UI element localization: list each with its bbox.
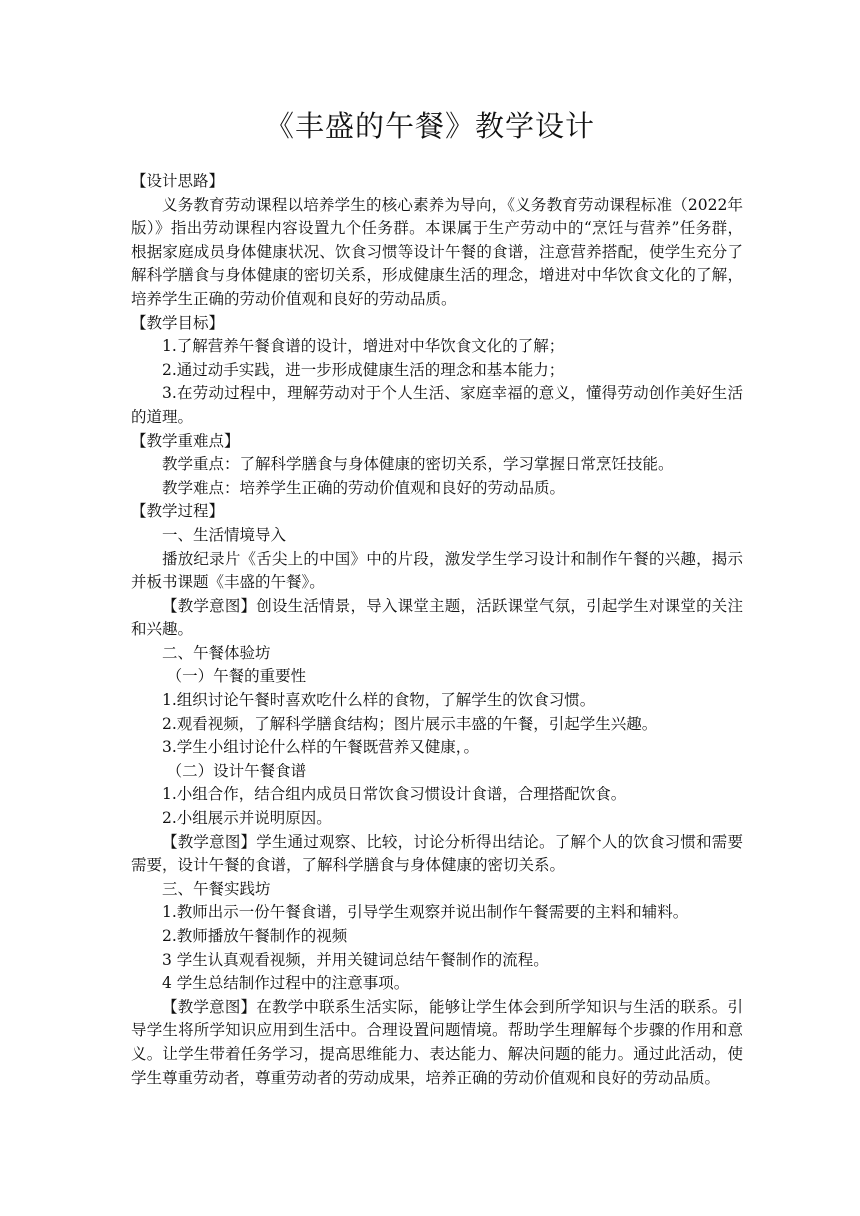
difficult-point: 教学难点：培养学生正确的劳动价值观和良好的劳动品质。: [162, 478, 566, 497]
process-list-item: 2.观看视频，了解科学膳食结构；图片展示丰盛的午餐，引起学生兴趣。: [162, 714, 658, 733]
goal-item: 1.了解营养午餐食谱的设计，增进对中华饮食文化的了解；: [162, 337, 565, 356]
process-list-item: 2.教师播放午餐制作的视频: [162, 927, 348, 945]
process-list-item: 3 学生认真观看视频，并用关键词总结午餐制作的流程。: [162, 950, 549, 969]
process-step-title: 一、生活情境导入: [162, 525, 287, 544]
document-title: 《丰盛的午餐》教学设计: [264, 109, 595, 143]
teaching-intent: 【教学意图】创设生活情景，导入课堂主题，活跃课堂气氛，引起学生对课堂的关注和兴趣。: [131, 596, 743, 639]
teaching-intent: 【教学意图】在教学中联系生活实际，能够让学生体会到所学知识与生活的联系。引导学生将所学知识应用到生活中。合理设置问题情境。帮助学生理解每个步骤的作用和意义。让学生带着任务学习，提高思维能力、表达能力、解决问题的能力。通过此活动，使学生尊重劳动者，尊重劳动者的劳动成果，培养正确的劳动价值观和良好的劳动品质。: [131, 997, 743, 1087]
process-list-item: 3.学生小组讨论什么样的午餐既营养又健康，。: [162, 738, 480, 757]
key-point: 教学重点：了解科学膳食与身体健康的密切关系，学习掌握日常烹饪技能。: [162, 455, 674, 474]
goal-item: 3.在劳动过程中，理解劳动对于个人生活、家庭幸福的意义，懂得劳动创作美好生活的道理。: [131, 384, 743, 426]
process-step-text: 播放纪录片《舌尖上的中国》中的片段，激发学生学习设计和制作午餐的兴趣，揭示并板书课题《丰盛的午餐》。: [131, 549, 743, 592]
design-heading: 【设计思路】: [131, 172, 225, 190]
goals-heading: 【教学目标】: [131, 313, 225, 332]
document-body: [131, 170, 743, 1090]
process-list-item: 4 学生总结制作过程中的注意事项。: [162, 974, 410, 993]
key-heading: 【教学重难点】: [131, 431, 240, 450]
process-heading: 【教学过程】: [131, 502, 225, 521]
design-text: 义务教育劳动课程以培养学生的核心素养为导向，《义务教育劳动课程标准（2022年版）》指出劳动课程内容设置九个任务群。本课属于生产劳动中的“烹饪与营养”任务群，根据家庭成员身体健康状况、饮食习惯等设计午餐的食谱，注意营养搭配，使学生充分了解科学膳食与身体健康的密切关系，形成健康生活的理念，增进对中华饮食文化的了解，培养学生正确的劳动价值观和良好的劳动品质。: [131, 195, 743, 308]
process-list-item: 1.教师出示一份午餐食谱，引导学生观察并说出制作午餐需要的主料和辅料。: [162, 903, 689, 922]
teaching-intent: 【教学意图】学生通过观察、比较，讨论分析得出结论。了解个人的饮食习惯和需要需要，设计午餐的食谱，了解科学膳食与身体健康的密切关系。: [131, 832, 743, 875]
process-list-item: 1.小组合作，结合组内成员日常饮食习惯设计食谱，合理搭配饮食。: [162, 785, 627, 804]
process-list-item: 1.组织讨论午餐时喜欢吃什么样的食物，了解学生的饮食习惯。: [162, 691, 596, 710]
goal-item: 2.通过动手实践，进一步形成健康生活的理念和基本能力；: [162, 360, 565, 379]
process-step-title: 二、午餐体验坊: [162, 643, 271, 662]
process-list-item: 2.小组展示并说明原因。: [162, 809, 332, 828]
process-subsection-title: （二）设计午餐食谱: [166, 761, 307, 780]
process-step-title: 三、午餐实践坊: [162, 879, 271, 898]
process-subsection-title: （一）午餐的重要性: [166, 667, 307, 686]
